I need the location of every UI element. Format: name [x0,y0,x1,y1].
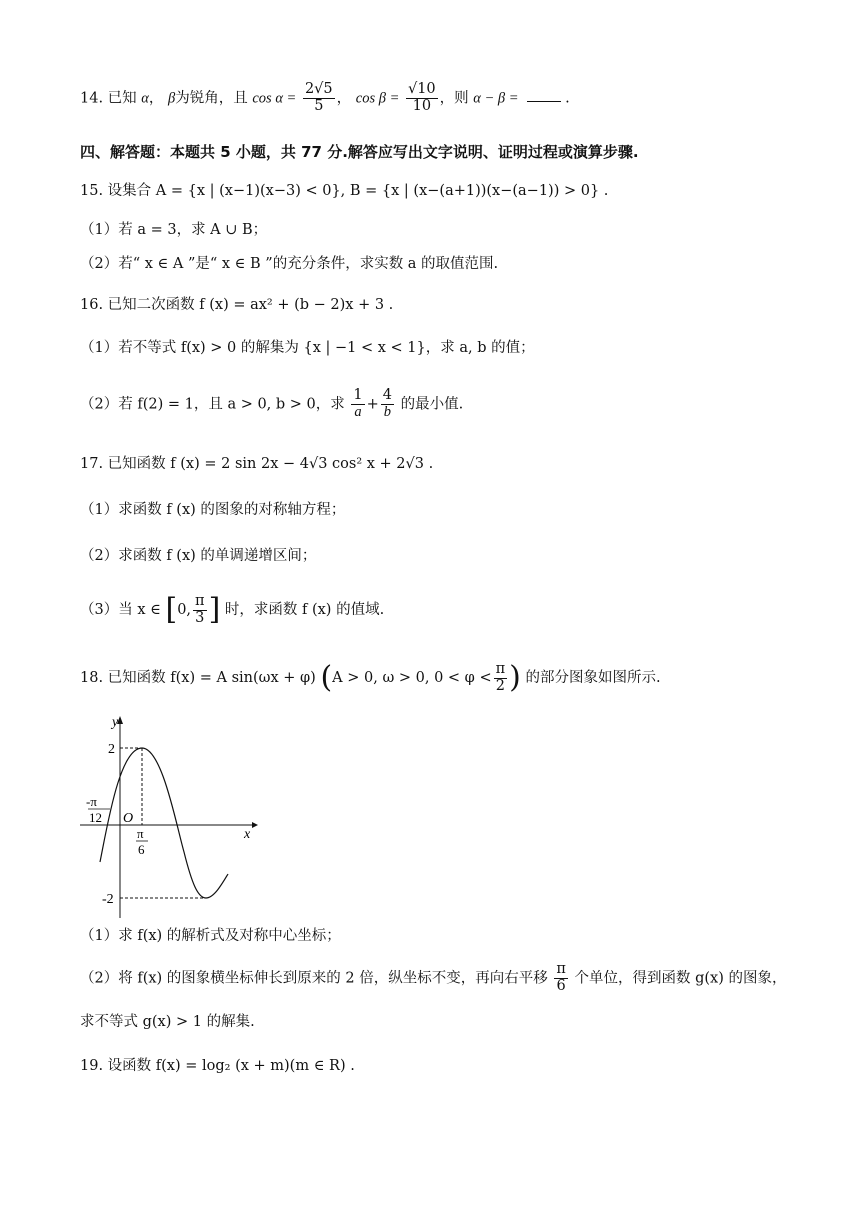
q18-stem-end: 的部分图象如图所示. [525,670,661,686]
y-max-label: 2 [108,742,115,757]
q16-solution-set: {x | −1 < x < 1} [303,340,426,356]
question-17-stem: 17. 已知函数 f (x) = 2 sin 2x − 4√3 cos² x + 2√3 . [80,456,434,472]
q14-text1: 为锐角，且 [175,90,248,107]
q16-plus: + [366,396,379,413]
origin-label: O [123,811,134,826]
frac-num: π [556,961,566,977]
q18-p2-text: （2）将 f(x) 的图象横坐标伸长到原来的 2 倍，纵坐标不变，再向右平移 [80,970,548,987]
frac-den: 10 [412,97,432,114]
question-14 [80,82,570,115]
frac-den: a [354,403,362,420]
q17-right-bracket: ] [208,592,221,627]
q17-left-bracket: [ [165,592,178,627]
frac-num: π [495,660,506,677]
question-16-part-1 [80,340,535,357]
question-19-stem: 19. 设函数 f(x) = log₂ (x + m)(m ∈ R) . [80,1058,355,1074]
q14-comma: ， [148,90,164,107]
q14-expr: α − β = [473,90,519,107]
frac-den: 6 [556,977,566,994]
q18-p2-end: 个单位，得到函数 g(x) 的图象， [574,970,787,987]
q16-p2-text: （2）若 f(2) = 1，且 a > 0, b > 0，求 [80,396,345,413]
question-15-stem: 15. 设集合 A = {x | (x−1)(x−3) < 0}, B = {x | (x−(a+1))(x−(a−1)) > 0} . [80,183,609,199]
neg-den-label: 12 [89,810,102,825]
q16-frac-4b [381,388,394,421]
q18-frac-pi2 [494,662,508,695]
frac-num: π [195,592,205,609]
q14-answer-blank[interactable] [527,89,561,102]
q14-frac-b [406,82,438,115]
q14-alpha: α [141,90,149,107]
q18-function: 18. 已知函数 f(x) = A sin(ωx + φ) [80,670,316,686]
q14-text2: ，则 [439,90,469,107]
sine-graph [80,712,260,922]
frac-den: 3 [195,609,205,626]
frac-num: 2√5 [304,81,333,97]
q16-p1-text: （1）若不等式 f(x) > 0 的解集为 [80,340,299,356]
q16-p2-end: 的最小值. [400,396,464,413]
q16-frac-1a [351,388,364,421]
question-18-part-1: （1）求 f(x) 的解析式及对称中心坐标； [80,928,341,944]
q14-beta: β [168,90,176,107]
y-axis-label: y [112,715,119,730]
q18-right-paren: ) [509,660,521,695]
question-17-part-2: （2）求函数 f (x) 的单调递增区间； [80,548,317,564]
q14-end: . [565,90,570,107]
x-axis-label: x [244,827,251,842]
q14-cos-alpha: cos α = [252,90,297,107]
question-16-stem: 16. 已知二次函数 f (x) = ax² + (b − 2)x + 3 . [80,297,394,313]
q14-comma2: ， [336,90,352,107]
y-min-label: -2 [102,892,114,907]
q17-p3-end: 时，求函数 f (x) 的值域. [224,602,385,618]
question-17-part-1: （1）求函数 f (x) 的图象的对称轴方程； [80,502,346,518]
question-18-part-2 [80,962,787,995]
q18-frac-pi6 [554,962,568,995]
q18-condition: A > 0, ω > 0, 0 < φ < [332,670,492,686]
frac-den: b [383,403,392,420]
x-axis-arrow [252,822,258,828]
question-18-stem [80,660,661,696]
pi-den-label: 6 [138,842,145,857]
frac-den: 5 [314,97,324,114]
q14-frac-a [303,82,335,115]
question-17-part-3 [80,592,384,628]
q18-left-paren: ( [320,660,333,695]
frac-num: √10 [407,81,436,97]
frac-num: 4 [382,387,393,403]
q14-cos-beta: cos β = [355,90,400,107]
q17-p3-text: （3）当 x ∈ [80,602,161,618]
q17-interval-lo: 0, [177,602,192,618]
q14-prefix: 14. 已知 [80,90,137,107]
question-16-part-2 [80,388,463,421]
pi-label: π [137,826,144,841]
question-15-part-1: （1）若 a = 3，求 A ∪ B； [80,222,268,238]
frac-den: 2 [495,677,505,694]
question-15-part-2: （2）若“ x ∈ A ”是“ x ∈ B ”的充分条件，求实数 a 的取值范围. [80,256,499,272]
neg-pi-label: -π [86,794,97,809]
sine-curve [100,748,228,898]
q17-frac-pi3 [193,594,207,627]
q16-p1-end: ，求 a, b 的值； [425,340,535,356]
question-18-part-2-cont: 求不等式 g(x) > 1 的解集. [80,1014,255,1030]
frac-num: 1 [353,387,363,403]
section-4-heading: 四、解答题：本题共 5 小题，共 77 分.解答应写出文字说明、证明过程或演算步骤. [80,143,639,161]
